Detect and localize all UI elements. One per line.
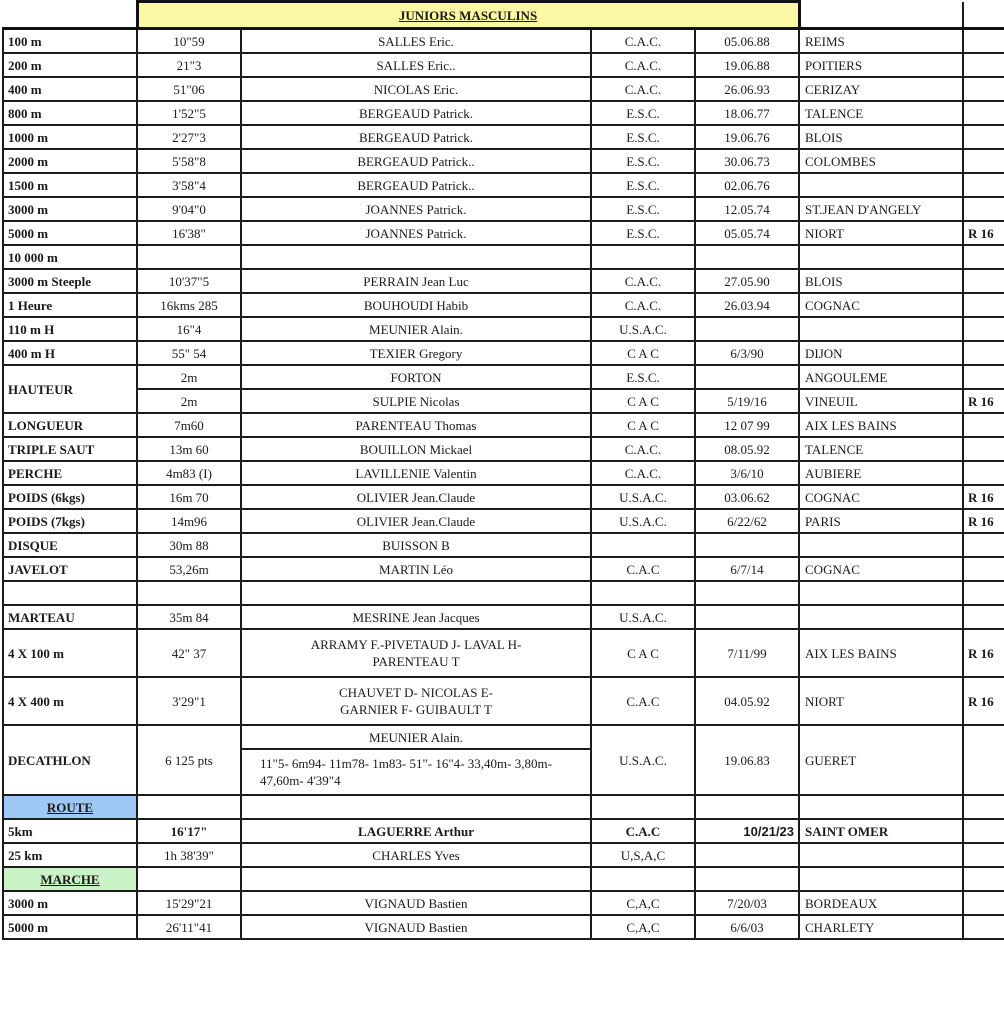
club-cell: U.S.A.C.: [591, 605, 695, 629]
athlete-cell: BUISSON B: [241, 533, 591, 557]
date-cell: 26.03.94: [695, 293, 799, 317]
athlete-cell: BERGEAUD Patrick..: [241, 149, 591, 173]
club-cell: C.A.C.: [591, 77, 695, 101]
club-cell: U.S.A.C.: [591, 725, 695, 795]
place-cell: [799, 581, 963, 605]
club-cell: C.A.C.: [591, 461, 695, 485]
performance-cell: 16'38": [137, 221, 241, 245]
athlete-cell: LAGUERRE Arthur: [241, 819, 591, 843]
place-cell: [799, 605, 963, 629]
records-table: [2, 0, 1004, 940]
date-cell: 02.06.76: [695, 173, 799, 197]
empty-cell: [963, 795, 1004, 819]
place-cell: COGNAC: [799, 557, 963, 581]
place-cell: COGNAC: [799, 293, 963, 317]
performance-cell: 21"3: [137, 53, 241, 77]
empty-cell: [241, 867, 591, 891]
date-cell: [695, 245, 799, 269]
place-cell: DIJON: [799, 341, 963, 365]
empty-cell: [137, 795, 241, 819]
athlete-cell: TEXIER Gregory: [241, 341, 591, 365]
record-row: [3, 245, 1004, 269]
record-row: [3, 125, 1004, 149]
place-cell: BLOIS: [799, 269, 963, 293]
event-cell: TRIPLE SAUT: [3, 437, 137, 461]
record-row: [3, 413, 1004, 437]
performance-cell: 13m 60: [137, 437, 241, 461]
event-cell: 10 000 m: [3, 245, 137, 269]
empty-cell: [591, 867, 695, 891]
performance-cell: 1h 38'39": [137, 843, 241, 867]
date-cell: [695, 317, 799, 341]
record-row: [3, 533, 1004, 557]
note-cell: [963, 125, 1004, 149]
date-cell: 6/22/62: [695, 509, 799, 533]
place-cell: [799, 245, 963, 269]
event-cell: 100 m: [3, 29, 137, 54]
performance-cell: 30m 88: [137, 533, 241, 557]
date-cell: 08.05.92: [695, 437, 799, 461]
note-cell: [963, 915, 1004, 939]
record-row: [3, 509, 1004, 533]
date-cell: 19.06.83: [695, 725, 799, 795]
place-cell: CHARLETY: [799, 915, 963, 939]
date-cell: 12 07 99: [695, 413, 799, 437]
event-cell: 5000 m: [3, 915, 137, 939]
event-cell: JAVELOT: [3, 557, 137, 581]
note-cell: [963, 437, 1004, 461]
event-cell: [3, 581, 137, 605]
record-row: [3, 269, 1004, 293]
note-cell: [963, 317, 1004, 341]
date-cell: [695, 533, 799, 557]
performance-cell: 26'11"41: [137, 915, 241, 939]
performance-cell: 55" 54: [137, 341, 241, 365]
note-cell: [963, 77, 1004, 101]
performance-cell: 51"06: [137, 77, 241, 101]
section-label: ROUTE: [3, 795, 137, 819]
date-cell: 05.06.88: [695, 29, 799, 54]
club-cell: C.A.C.: [591, 437, 695, 461]
record-row: [3, 149, 1004, 173]
club-cell: C.A.C: [591, 819, 695, 843]
athlete-cell: OLIVIER Jean.Claude: [241, 485, 591, 509]
note-cell: R 16: [963, 509, 1004, 533]
note-cell: [963, 269, 1004, 293]
event-cell: 4 X 400 m: [3, 677, 137, 725]
athlete-cell: MARTIN Léo: [241, 557, 591, 581]
empty-cell: [591, 795, 695, 819]
performance-cell: 42" 37: [137, 629, 241, 677]
date-cell: 3/6/10: [695, 461, 799, 485]
athlete-cell: OLIVIER Jean.Claude: [241, 509, 591, 533]
record-row: [3, 197, 1004, 221]
place-cell: BLOIS: [799, 125, 963, 149]
record-row: [3, 915, 1004, 939]
performance-cell: 35m 84: [137, 605, 241, 629]
section-label: MARCHE: [3, 867, 137, 891]
event-cell: MARTEAU: [3, 605, 137, 629]
record-row: [3, 389, 1004, 413]
date-cell: 12.05.74: [695, 197, 799, 221]
athlete-cell: VIGNAUD Bastien: [241, 915, 591, 939]
record-row: [3, 365, 1004, 389]
event-cell: 1 Heure: [3, 293, 137, 317]
club-cell: E.S.C.: [591, 149, 695, 173]
performance-cell: [137, 245, 241, 269]
club-cell: U.S.A.C.: [591, 317, 695, 341]
performance-cell: 16"4: [137, 317, 241, 341]
club-cell: C A C: [591, 389, 695, 413]
header-row: [3, 2, 1004, 29]
athlete-cell: [241, 245, 591, 269]
performance-cell: 16'17": [137, 819, 241, 843]
performance-cell: 7m60: [137, 413, 241, 437]
record-row: [3, 581, 1004, 605]
athlete-cell: SULPIE Nicolas: [241, 389, 591, 413]
athlete-cell: JOANNES Patrick.: [241, 197, 591, 221]
record-row: [3, 293, 1004, 317]
performance-cell: 10'37"5: [137, 269, 241, 293]
place-cell: [799, 533, 963, 557]
athlete-cell: BERGEAUD Patrick.: [241, 101, 591, 125]
record-row: [3, 221, 1004, 245]
date-cell: 04.05.92: [695, 677, 799, 725]
date-cell: 10/21/23: [695, 819, 799, 843]
date-cell: 30.06.73: [695, 149, 799, 173]
club-cell: C.A.C.: [591, 293, 695, 317]
record-row: [3, 173, 1004, 197]
event-cell: 5000 m: [3, 221, 137, 245]
club-cell: E.S.C.: [591, 365, 695, 389]
club-cell: E.S.C.: [591, 125, 695, 149]
club-cell: E.S.C.: [591, 221, 695, 245]
empty-cell: [799, 795, 963, 819]
note-cell: R 16: [963, 485, 1004, 509]
event-cell: 25 km: [3, 843, 137, 867]
athlete-cell: BERGEAUD Patrick.: [241, 125, 591, 149]
date-cell: 6/7/14: [695, 557, 799, 581]
note-cell: R 16: [963, 677, 1004, 725]
athlete-cell: CHAUVET D- NICOLAS E- GARNIER F- GUIBAULT T: [241, 677, 591, 725]
event-cell: 2000 m: [3, 149, 137, 173]
note-cell: [963, 843, 1004, 867]
record-row: [3, 485, 1004, 509]
record-row: [3, 557, 1004, 581]
club-cell: C A C: [591, 341, 695, 365]
date-cell: 7/11/99: [695, 629, 799, 677]
performance-cell: 16kms 285: [137, 293, 241, 317]
event-cell: PERCHE: [3, 461, 137, 485]
note-cell: R 16: [963, 221, 1004, 245]
note-cell: [963, 293, 1004, 317]
performance-cell: 3'58"4: [137, 173, 241, 197]
decathlon-row: [3, 725, 1004, 749]
place-cell: SAINT OMER: [799, 819, 963, 843]
note-cell: [963, 173, 1004, 197]
place-cell: POITIERS: [799, 53, 963, 77]
event-cell: 3000 m: [3, 891, 137, 915]
place-cell: AIX LES BAINS: [799, 413, 963, 437]
place-cell: COGNAC: [799, 485, 963, 509]
performance-cell: 2m: [137, 365, 241, 389]
record-row: [3, 29, 1004, 54]
section-header-row: [3, 795, 1004, 819]
event-cell: DISQUE: [3, 533, 137, 557]
place-cell: COLOMBES: [799, 149, 963, 173]
event-cell: POIDS (6kgs): [3, 485, 137, 509]
record-row: [3, 437, 1004, 461]
note-cell: R 16: [963, 389, 1004, 413]
event-cell: 5km: [3, 819, 137, 843]
event-cell: 800 m: [3, 101, 137, 125]
note-cell: [963, 197, 1004, 221]
event-cell: 1000 m: [3, 125, 137, 149]
date-cell: 19.06.88: [695, 53, 799, 77]
performance-cell: 9'04"0: [137, 197, 241, 221]
club-cell: C A C: [591, 413, 695, 437]
note-cell: [963, 365, 1004, 389]
place-cell: PARIS: [799, 509, 963, 533]
performance-cell: 6 125 pts: [137, 725, 241, 795]
event-cell: DECATHLON: [3, 725, 137, 795]
date-cell: [695, 605, 799, 629]
athlete-cell: VIGNAUD Bastien: [241, 891, 591, 915]
athlete-cell: PERRAIN Jean Luc: [241, 269, 591, 293]
club-cell: [591, 245, 695, 269]
note-cell: [963, 53, 1004, 77]
place-cell: AIX LES BAINS: [799, 629, 963, 677]
date-cell: [695, 581, 799, 605]
place-cell: [799, 173, 963, 197]
club-cell: C,A,C: [591, 891, 695, 915]
place-cell: REIMS: [799, 29, 963, 54]
section-header-row: [3, 867, 1004, 891]
performance-cell: 14m96: [137, 509, 241, 533]
athlete-cell: MEUNIER Alain.: [241, 725, 591, 749]
place-cell: ANGOULEME: [799, 365, 963, 389]
club-cell: U.S.A.C.: [591, 485, 695, 509]
club-cell: [591, 533, 695, 557]
place-cell: [799, 843, 963, 867]
note-cell: [963, 149, 1004, 173]
date-cell: 19.06.76: [695, 125, 799, 149]
athlete-cell: CHARLES Yves: [241, 843, 591, 867]
place-cell: AUBIERE: [799, 461, 963, 485]
record-row: [3, 677, 1004, 725]
note-cell: [963, 101, 1004, 125]
athlete-cell: BOUILLON Mickael: [241, 437, 591, 461]
athlete-cell: FORTON: [241, 365, 591, 389]
event-cell: POIDS (7kgs): [3, 509, 137, 533]
place-cell: BORDEAUX: [799, 891, 963, 915]
place-cell: TALENCE: [799, 437, 963, 461]
club-cell: E.S.C.: [591, 197, 695, 221]
date-cell: 6/6/03: [695, 915, 799, 939]
header-blank-cell: [963, 2, 1004, 29]
event-cell: 1500 m: [3, 173, 137, 197]
event-cell: 110 m H: [3, 317, 137, 341]
record-row: [3, 317, 1004, 341]
performance-cell: 1'52"5: [137, 101, 241, 125]
date-cell: 26.06.93: [695, 77, 799, 101]
performance-cell: 10"59: [137, 29, 241, 54]
place-cell: NIORT: [799, 677, 963, 725]
date-cell: 6/3/90: [695, 341, 799, 365]
place-cell: TALENCE: [799, 101, 963, 125]
athlete-cell: MESRINE Jean Jacques: [241, 605, 591, 629]
event-cell: 4 X 100 m: [3, 629, 137, 677]
note-cell: [963, 557, 1004, 581]
performance-cell: 2'27"3: [137, 125, 241, 149]
record-row: [3, 843, 1004, 867]
place-cell: [799, 317, 963, 341]
page-title: JUNIORS MASCULINS: [137, 2, 799, 29]
date-cell: [695, 365, 799, 389]
header-blank-cell: [799, 2, 963, 29]
event-cell: 3000 m Steeple: [3, 269, 137, 293]
note-cell: [963, 891, 1004, 915]
club-cell: E.S.C.: [591, 173, 695, 197]
record-row: [3, 101, 1004, 125]
athlete-cell: [241, 581, 591, 605]
athlete-cell: MEUNIER Alain.: [241, 317, 591, 341]
note-cell: [963, 461, 1004, 485]
event-cell: 400 m H: [3, 341, 137, 365]
note-cell: [963, 341, 1004, 365]
performance-cell: 4m83 (I): [137, 461, 241, 485]
note-cell: [963, 581, 1004, 605]
event-cell: LONGUEUR: [3, 413, 137, 437]
club-cell: C.A.C.: [591, 29, 695, 54]
note-cell: [963, 819, 1004, 843]
date-cell: 05.05.74: [695, 221, 799, 245]
note-cell: [963, 605, 1004, 629]
athlete-cell: JOANNES Patrick.: [241, 221, 591, 245]
performance-cell: 16m 70: [137, 485, 241, 509]
record-row: [3, 629, 1004, 677]
record-row: [3, 819, 1004, 843]
athlete-cell: ARRAMY F.-PIVETAUD J- LAVAL H- PARENTEAU T: [241, 629, 591, 677]
club-cell: C.A.C: [591, 677, 695, 725]
note-cell: [963, 29, 1004, 54]
date-cell: 27.05.90: [695, 269, 799, 293]
athlete-cell: LAVILLENIE Valentin: [241, 461, 591, 485]
club-cell: E.S.C.: [591, 101, 695, 125]
place-cell: CERIZAY: [799, 77, 963, 101]
note-cell: [963, 725, 1004, 795]
athlete-cell: PARENTEAU Thomas: [241, 413, 591, 437]
note-cell: [963, 245, 1004, 269]
date-cell: 5/19/16: [695, 389, 799, 413]
performance-cell: 2m: [137, 389, 241, 413]
athlete-cell: NICOLAS Eric.: [241, 77, 591, 101]
club-cell: C.A.C: [591, 557, 695, 581]
performance-cell: 15'29"21: [137, 891, 241, 915]
record-row: [3, 461, 1004, 485]
empty-cell: [799, 867, 963, 891]
club-cell: U,S,A,C: [591, 843, 695, 867]
note-cell: [963, 413, 1004, 437]
date-cell: 03.06.62: [695, 485, 799, 509]
place-cell: GUERET: [799, 725, 963, 795]
club-cell: C.A.C.: [591, 53, 695, 77]
record-row: [3, 605, 1004, 629]
record-row: [3, 341, 1004, 365]
decathlon-details-cell: 11"5- 6m94- 11m78- 1m83- 51"- 16"4- 33,40m- 3,80m- 47,60m- 4'39"4: [241, 749, 591, 795]
performance-cell: 53,26m: [137, 557, 241, 581]
club-cell: C A C: [591, 629, 695, 677]
note-cell: [963, 533, 1004, 557]
club-cell: U.S.A.C.: [591, 509, 695, 533]
place-cell: VINEUIL: [799, 389, 963, 413]
date-cell: [695, 843, 799, 867]
date-cell: 7/20/03: [695, 891, 799, 915]
event-cell: 400 m: [3, 77, 137, 101]
event-cell: 3000 m: [3, 197, 137, 221]
place-cell: NIORT: [799, 221, 963, 245]
event-cell: 200 m: [3, 53, 137, 77]
empty-cell: [241, 795, 591, 819]
performance-cell: [137, 581, 241, 605]
athlete-cell: BERGEAUD Patrick..: [241, 173, 591, 197]
record-row: [3, 891, 1004, 915]
header-blank-cell: [3, 2, 137, 29]
performance-cell: 3'29"1: [137, 677, 241, 725]
event-cell: HAUTEUR: [3, 365, 137, 413]
empty-cell: [695, 867, 799, 891]
date-cell: 18.06.77: [695, 101, 799, 125]
club-cell: [591, 581, 695, 605]
empty-cell: [137, 867, 241, 891]
place-cell: ST.JEAN D'ANGELY: [799, 197, 963, 221]
athlete-cell: SALLES Eric..: [241, 53, 591, 77]
empty-cell: [695, 795, 799, 819]
club-cell: C,A,C: [591, 915, 695, 939]
athlete-cell: BOUHOUDI Habib: [241, 293, 591, 317]
record-row: [3, 77, 1004, 101]
performance-cell: 5'58"8: [137, 149, 241, 173]
empty-cell: [963, 867, 1004, 891]
note-cell: R 16: [963, 629, 1004, 677]
record-row: [3, 53, 1004, 77]
athlete-cell: SALLES Eric.: [241, 29, 591, 54]
club-cell: C.A.C.: [591, 269, 695, 293]
